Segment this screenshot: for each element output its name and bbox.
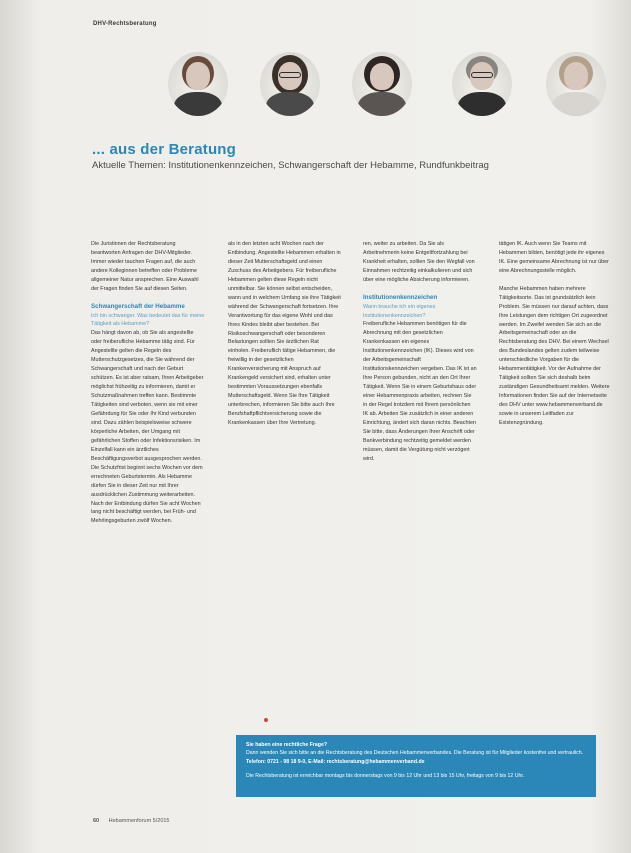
column-4	[499, 240, 612, 437]
answer-paragraph: Das hängt davon ab, ob Sie als angestellte oder freiberufliche Hebamme tätig sind. Für Angestellte gelten die Regeln des Mutterschutzgesetzes, die Sie während der Schwangerschaft und nach der Geburt schützen. Es ist aber ratsam, Ihren Arbeitgeber möglichst frühzeitig zu informieren, damit er Schutzmaßnahmen treffen kann. Bestimmte Tätigkeiten sind verboten, wenn sie mit einer Gefährdung für Sie oder Ihr Kind verbunden sind. Dazu zählen beispielsweise schwere körperliche Arbeiten, der Umgang mit gefährlichen Stoffen oder Infektionsrisiken. Im Einzelfall kann ein ärztliches Beschäftigungsverbot ausgesprochen werden. Die Schutzfrist beginnt sechs Wochen vor dem errechneten Geburtstermin. Als Hebamme dürfen Sie in dieser Zeit nur mit Ihrer ausdrücklichen Zustimmung weiterarbeiten. Nach der Entbindung dürfen Sie acht Wochen lang nicht beschäftigt werden, bei Früh- und Mehrlingsgeburten zwölf Wochen.	[91, 330, 204, 525]
article-body	[91, 240, 611, 715]
section-tag: DHV-Rechtsberatung	[93, 21, 157, 27]
subheading-schwangerschaft: Schwangerschaft der Hebamme	[91, 302, 185, 310]
subheading-institutionenkennzeichen: Institutionenkennzeichen	[363, 293, 438, 301]
answer-paragraph: Manche Hebammen haben mehrere Tätigkeitsorte. Das ist grundsätzlich kein Problem. Sie müssen nur darauf achten, dass Ihre Leistungen dem richtigen Ort zugeordnet werden. Im Zweifel wenden Sie sich an die Arbeitsgemeinschaft oder an die Rechtsberatung des DHV. Bei einem Wechsel des Bundeslandes gelten zudem teilweise unterschiedliche Vorgaben für die Hebammentätigkeit. Vor der Aufnahme der Tätigkeit sollten Sie sich deshalb beim zuständigen Gesundheitsamt melden. Weitere Informationen finden Sie auf der Internetseite des DHV unter www.hebammenverband.de sowie in unserem Leitfaden zur Existenzgründung.	[499, 285, 610, 426]
infobox-question: Sie haben eine rechtliche Frage?	[246, 742, 328, 748]
answer-paragraph: tätigen IK. Auch wenn Sie Teams mit Hebammen bilden, benötigt jede ihr eigenes IK. Eine gemeinsame Abrechnung ist nur über eine Abrechnungsstelle möglich.	[499, 241, 609, 274]
portrait-woman-5	[546, 52, 606, 116]
contact-infobox	[236, 735, 596, 797]
portrait-woman-1	[168, 52, 228, 116]
page-number: 60	[93, 818, 100, 824]
portrait-woman-4-glasses	[452, 52, 512, 116]
question-institutionenkennzeichen: Wann brauche ich ein eigenes Institutionenkennzeichen?	[363, 303, 436, 319]
infobox-contact[interactable]: Telefon: 0721 - 98 18 9-0, E-Mail: rechtsberatung@hebammenverband.de	[246, 758, 425, 765]
infobox-text: Dann wenden Sie sich bitte an die Rechtsberatung des Deutschen Hebammenverbandes. Die Beratung ist für Mitglieder kostenfrei und vertraulich.	[246, 750, 584, 757]
page-footer	[93, 818, 170, 824]
question-schwangerschaft: Ich bin schwanger. Was bedeutet das für meine Tätigkeit als Hebamme?	[91, 312, 205, 328]
answer-paragraph: als in den letzten acht Wochen nach der Entbindung. Angestellte Hebammen erhalten in dieser Zeit Mutterschaftsgeld und einen Zuschuss des Arbeitgebers. Für freiberufliche Hebammen gelten diese Regeln nicht unmittelbar. Sie können selbst entscheiden, wann und in welchem Umfang sie ihre Tätigkeit während der Schwangerschaft fortsetzen. Ihre Verantwortung für das eigene Wohl und das Ihres Kindes bleibt aber bestehen. Bei Risikoschwangerschaft oder besonderen Belastungen sollten Sie ärztlichen Rat einholen. Freiberuflich tätige Hebammen, die freiwillig in der gesetzlichen Krankenversicherung mit Anspruch auf Krankengeld versichert sind, erhalten unter bestimmten Voraussetzungen ebenfalls Mutterschaftsgeld. Wenn Sie Ihre Tätigkeit unterbrechen, informieren Sie bitte auch Ihre Berufshaftpflichtversicherung sowie die Krankenkassen über Ihre Vertretung.	[228, 241, 341, 427]
page-title: ... aus der Beratung	[92, 141, 237, 158]
column-2	[228, 240, 342, 437]
answer-paragraph: Freiberufliche Hebammen benötigen für die Abrechnung mit den gesetzlichen Krankenkassen ein eigenes Institutionenkennzeichen (IK). Dieses wird von der Arbeitsgemeinschaft Institutionskennzeichen vergeben. Das IK ist an Ihre Person gebunden, nicht an den Ort Ihrer Tätigkeit. Wenn Sie in einem Geburtshaus oder einer Hebammenpraxis arbeiten, rechnen Sie in der Regel trotzdem mit Ihrem persönlichen IK ab. Arbeiten Sie zusätzlich in einer anderen Einrichtung, ändert sich daran nichts. Beachten Sie bitte, dass Änderungen Ihrer Anschrift oder Bankverbindung rechtzeitig gemeldet werden müssen, damit die Vergütung nicht verzögert wird.	[363, 321, 477, 462]
marker-dot	[264, 718, 268, 722]
journal-name: Hebammenforum 5/2015	[108, 818, 170, 824]
portrait-woman-2-glasses	[260, 52, 320, 116]
intro-paragraph: Die Juristinnen der Rechtsberatung beantworten Anfragen der DHV-Mitglieder. Immer wieder tauchen Fragen auf, die auch andere Kolleginnen betreffen oder Probleme allgemeiner Natur ansprechen. Eine Auswahl der Fragen finden Sie auf diesen Seiten.	[91, 241, 199, 292]
column-1	[91, 240, 205, 535]
column-3	[363, 240, 477, 473]
infobox-hours: Die Rechtsberatung ist erreichbar montags bis donnerstags von 9 bis 12 Uhr und 13 bis 15 Uhr, freitags von 9 bis 12 Uhr.	[246, 773, 525, 780]
portrait-woman-3	[352, 52, 412, 116]
page-subtitle: Aktuelle Themen: Institutionenkennzeichen, Schwangerschaft der Hebamme, Rundfunkbeitrag	[92, 160, 489, 171]
answer-paragraph: ren, weiter zu arbeiten. Da Sie als Arbeitnehmerin keine Entgeltfortzahlung bei Krankheit erhalten, sollten Sie den Wegfall von Einnahmen rechtzeitig einkalkulieren und sich über eine mögliche Absicherung informieren.	[363, 241, 475, 283]
portrait-row	[160, 50, 620, 130]
